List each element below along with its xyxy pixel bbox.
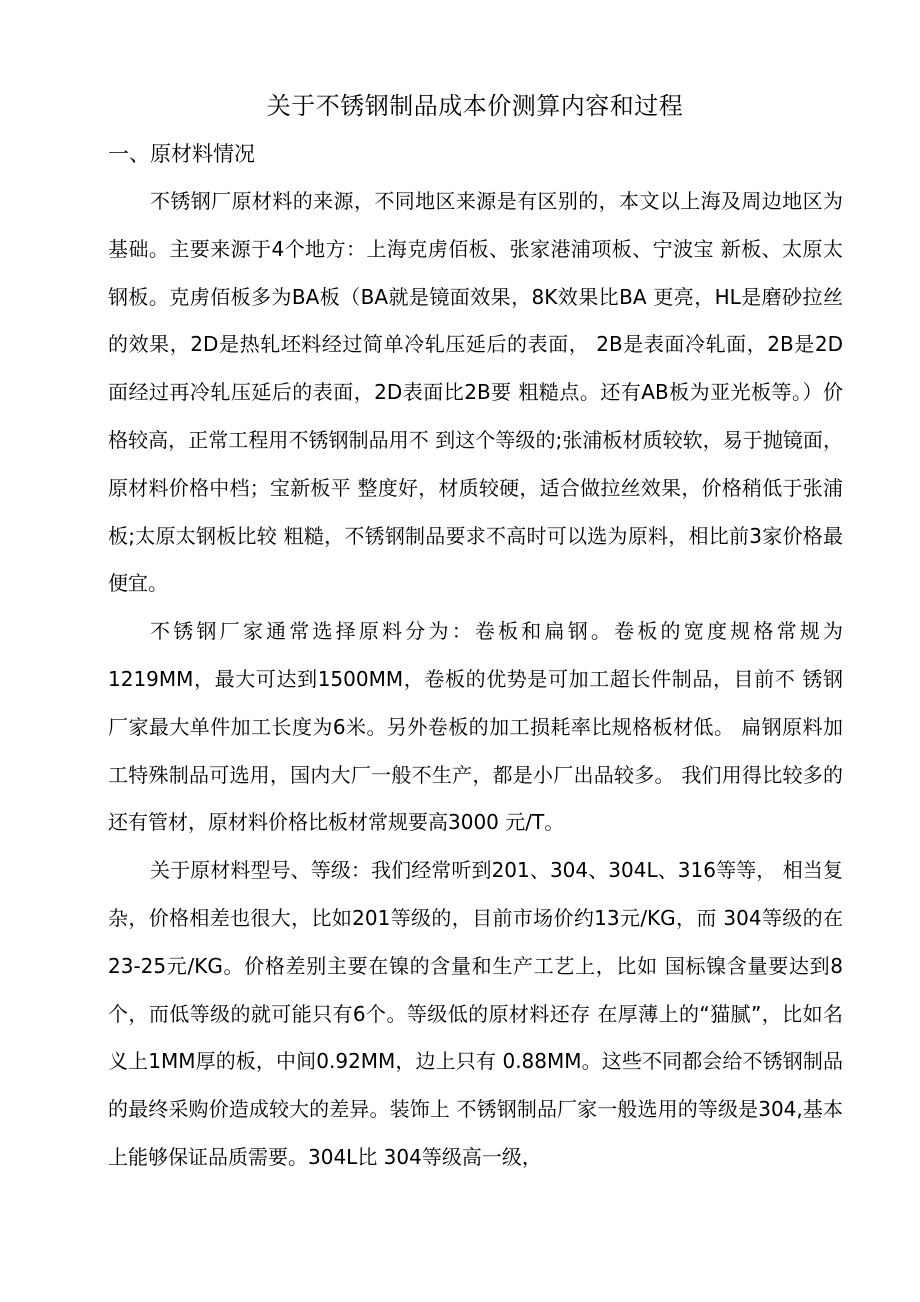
document-title: 关于不锈钢制品成本价测算内容和过程 — [266, 92, 684, 120]
paragraph-raw-material-types: 不锈钢厂家通常选择原料分为：卷板和扁钢。卷板的宽度规格常规为1219MM，最大可达到1500MM，卷板的优势是可加工超长件制品，目前不 锈钢厂家最大单件加工长度为6米。另外卷板的加工损耗率比规格板材低。 扁钢原料加工特殊制品可选用，国内大厂一般不生产，都是小厂出品较多。 我们用得比较多的还有管材，原材料价格比板材常规要高3000 元/T。 — [108, 619, 843, 835]
section-heading: 一、原材料情况 — [108, 142, 255, 166]
paragraph-material-grades: 关于原材料型号、等级：我们经常听到201、304、304L、316等等， 相当复杂，价格相差也很大，比如201等级的，目前市场价约13元/KG，而 304等级的在23-25元/KG。价格差别主要在镍的含量和生产工艺上，比如 国标镍含量要达到8个，而低等级的就可能只有6个。等级低的原材料还存 在厚薄上的“猫腻”，比如名义上1MM厚的板，中间0.92MM，边上只有 0.88MM。这些不同都会给不锈钢制品的最终采购价造成较大的差异。装饰上 不锈钢制品厂家一般选用的等级是304,基本上能够保证品质需要。304L比 304等级高一级， — [108, 858, 843, 1169]
document-body — [108, 178, 843, 1182]
paragraph-raw-material-sources: 不锈钢厂原材料的来源，不同地区来源是有区别的，本文以上海及周边地区为基础。主要来源于4个地方：上海克虏佰板、张家港浦项板、宁波宝 新板、太原太钢板。克虏佰板多为BA板（BA就是镜面效果，8K效果比BA 更亮，HL是磨砂拉丝的效果，2D是热轧坯料经过简单冷轧压延后的表面， 2B是表面冷轧面，2B是2D面经过再冷轧压延后的表面，2D表面比2B要 粗糙点。还有AB板为亚光板等。）价格较高，正常工程用不锈钢制品用不 到这个等级的;张浦板材质较软，易于抛镜面，原材料价格中档；宝新板平 整度好，材质较硬，适合做拉丝效果，价格稍低于张浦板;太原太钢板比较 粗糙，不锈钢制品要求不高时可以选为原料，相比前3家价格最便宜。 — [108, 189, 843, 596]
